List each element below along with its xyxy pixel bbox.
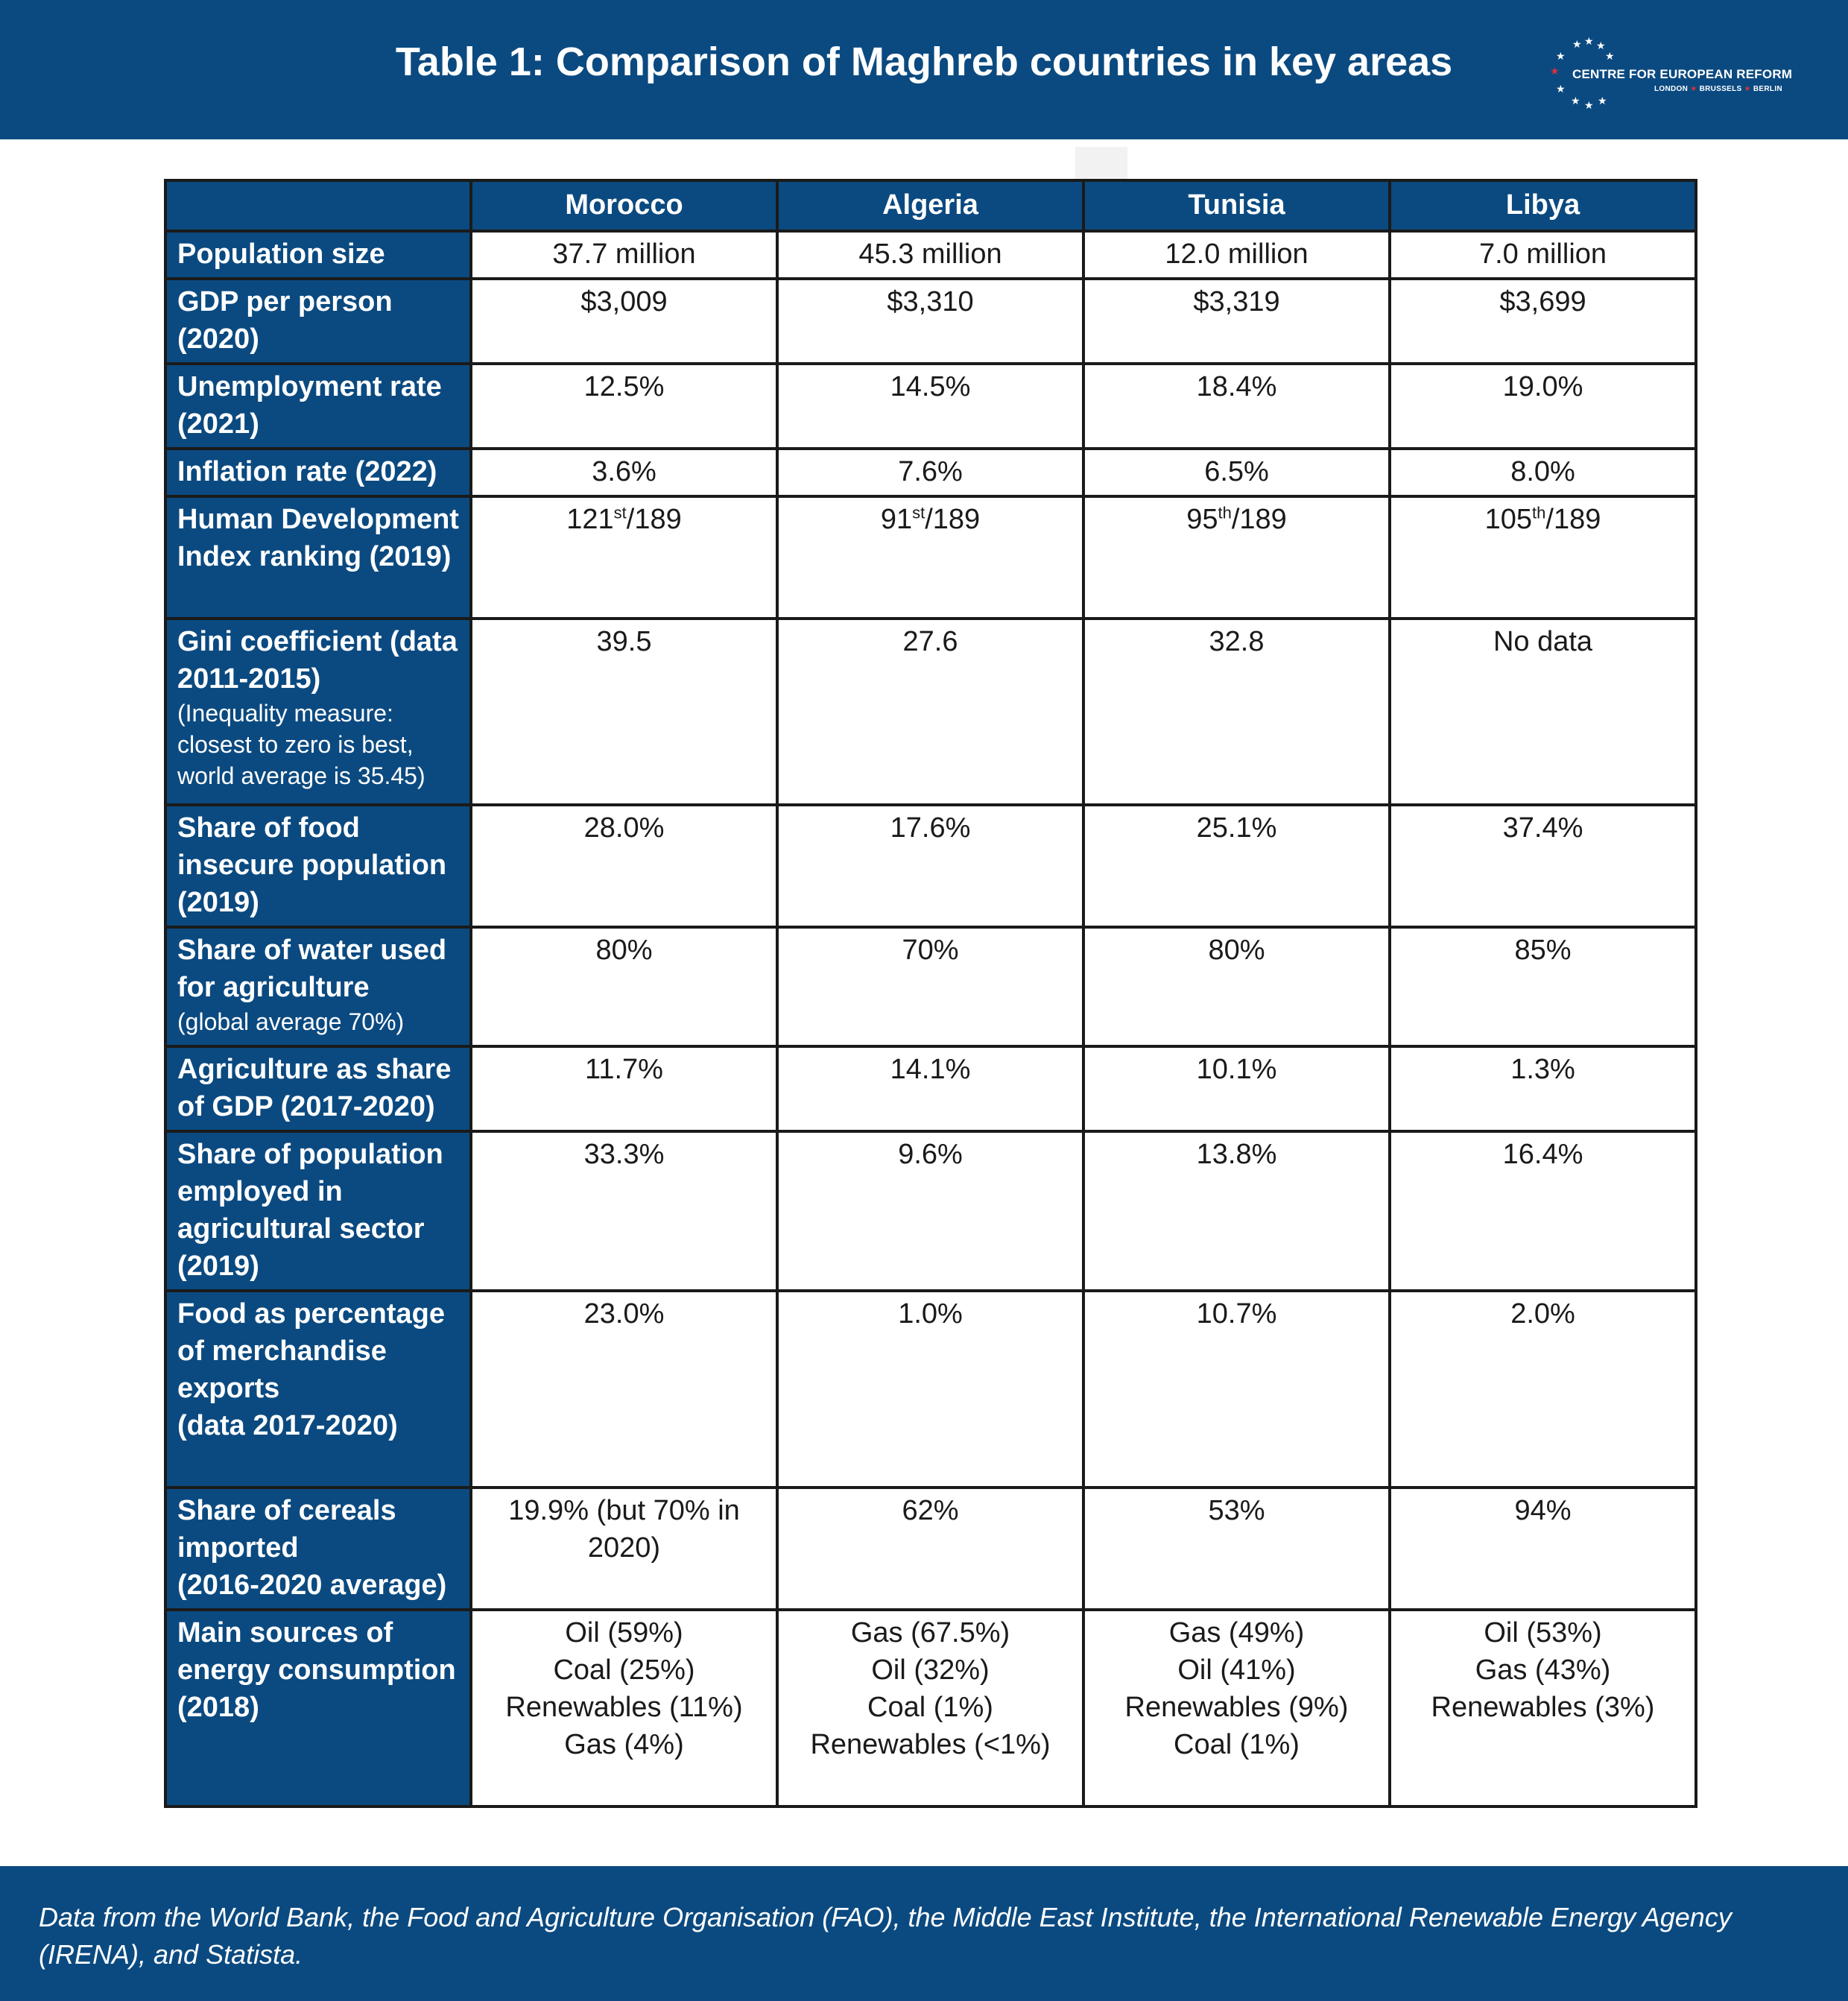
row-label: Inflation rate (2022) [165,449,471,496]
footer-banner [0,1866,1848,2001]
table-cell: 62% [777,1488,1083,1610]
energy-cell: Gas (67.5%) Oil (32%) Coal (1%) Renewables (<1%) [777,1610,1083,1806]
row-label: Share of cereals imported (2016-2020 average) [165,1488,471,1610]
table-cell: 85% [1390,927,1696,1046]
table-cell: 10.7% [1083,1291,1390,1488]
logo-cities: LONDON ★ BRUSSELS ★ BERLIN [1654,85,1782,93]
table-row [165,279,1696,364]
table-cell: 2.0% [1390,1291,1696,1488]
table-cell: $3,009 [471,279,777,364]
table-cell: 19.9% (but 70% in 2020) [471,1488,777,1610]
table-cell: 1.3% [1390,1046,1696,1131]
table-row [165,496,1696,619]
table-cell: 11.7% [471,1046,777,1131]
table-row [165,1610,1696,1806]
svg-text:★: ★ [1596,40,1606,52]
page-title: Table 1: Comparison of Maghreb countries in key areas [395,39,1453,84]
table-cell: 14.1% [777,1046,1083,1131]
table-row [165,1131,1696,1291]
table-cell: 94% [1390,1488,1696,1610]
table-cell: 53% [1083,1488,1390,1610]
table-cell: 16.4% [1390,1131,1696,1291]
table-cell: 37.7 million [471,231,777,279]
hdi-cell: 121st/189 [471,496,777,619]
svg-text:★: ★ [1584,100,1594,112]
source-note: Data from the World Bank, the Food and Agriculture Organisation (FAO), the Middle East Institute, the International Renewable Energy Agency (IRENA), and Statista. [39,1902,1732,1970]
logo-wordmark: CENTRE FOR EUROPEAN REFORM [1572,67,1793,81]
table-cell: 80% [471,927,777,1046]
row-label: Population size [165,231,471,279]
row-label: Main sources of energy consumption (2018) [165,1610,471,1806]
table-cell: 39.5 [471,619,777,805]
shadow-strip [1075,147,1127,180]
table-cell: 17.6% [777,805,1083,927]
table-row [165,1488,1696,1610]
table-cell: 7.0 million [1390,231,1696,279]
table-cell: 7.6% [777,449,1083,496]
table-cell: 1.0% [777,1291,1083,1488]
row-note: (Inequality measure: closest to zero is best, world average is 35.45) [177,700,425,789]
table-cell: 3.6% [471,449,777,496]
hdi-cell: 105th/189 [1390,496,1696,619]
row-label: Share of water used for agriculture (global average 70%) [165,927,471,1046]
svg-text:★: ★ [1584,36,1594,48]
energy-cell: Oil (59%) Coal (25%) Renewables (11%) Gas (4%) [471,1610,777,1806]
table-cell: $3,319 [1083,279,1390,364]
corner-cell [165,180,471,231]
table-row [165,805,1696,927]
row-label: Food as percentage of merchandise exports (data 2017-2020) [165,1291,471,1488]
table-row [165,1046,1696,1131]
table-cell: 32.8 [1083,619,1390,805]
hdi-cell: 95th/189 [1083,496,1390,619]
table-row [165,1291,1696,1488]
table-cell: 80% [1083,927,1390,1046]
energy-cell: Gas (49%) Oil (41%) Renewables (9%) Coal (1%) [1083,1610,1390,1806]
comparison-table [164,179,1697,1808]
header-banner [0,0,1848,139]
table-cell: 28.0% [471,805,777,927]
table-header-row [165,180,1696,231]
energy-cell: Oil (53%) Gas (43%) Renewables (3%) [1390,1610,1696,1806]
table-cell: No data [1390,619,1696,805]
table-cell: 33.3% [471,1131,777,1291]
table-cell: 9.6% [777,1131,1083,1291]
row-note: (global average 70%) [177,1008,405,1035]
table-cell: 13.8% [1083,1131,1390,1291]
svg-text:★: ★ [1556,83,1566,95]
table-cell: 70% [777,927,1083,1046]
column-header-tunisia: Tunisia [1083,180,1390,231]
table-cell: 19.0% [1390,364,1696,449]
row-label: Share of food insecure population (2019) [165,805,471,927]
column-header-algeria: Algeria [777,180,1083,231]
table-row [165,619,1696,805]
table-cell: 25.1% [1083,805,1390,927]
table-cell: 6.5% [1083,449,1390,496]
table-row [165,364,1696,449]
table-cell: 37.4% [1390,805,1696,927]
table-cell: 12.0 million [1083,231,1390,279]
table-cell: 23.0% [471,1291,777,1488]
column-header-morocco: Morocco [471,180,777,231]
table-cell: $3,310 [777,279,1083,364]
table-row [165,449,1696,496]
row-label: Human Development Index ranking (2019) [165,496,471,619]
table-cell: 8.0% [1390,449,1696,496]
cer-logo [1542,36,1811,118]
svg-text:★: ★ [1550,66,1560,78]
svg-text:★: ★ [1598,95,1607,107]
table-cell: 45.3 million [777,231,1083,279]
row-label: Unemployment rate (2021) [165,364,471,449]
svg-text:★: ★ [1571,95,1580,107]
hdi-cell: 91st/189 [777,496,1083,619]
table-cell: 18.4% [1083,364,1390,449]
table-cell: 10.1% [1083,1046,1390,1131]
table-cell: 27.6 [777,619,1083,805]
row-label: GDP per person (2020) [165,279,471,364]
table-row [165,231,1696,279]
svg-text:★: ★ [1572,39,1582,51]
row-label: Agriculture as share of GDP (2017-2020) [165,1046,471,1131]
svg-text:★: ★ [1556,51,1566,63]
table-cell: 12.5% [471,364,777,449]
table-cell: 14.5% [777,364,1083,449]
table-cell: $3,699 [1390,279,1696,364]
column-header-libya: Libya [1390,180,1696,231]
row-label: Share of population employed in agricultural sector (2019) [165,1131,471,1291]
svg-text:★: ★ [1605,51,1615,63]
row-label: Gini coefficient (data 2011-2015) (Inequality measure: closest to zero is best, world average is 35.45) [165,619,471,805]
table-row [165,927,1696,1046]
